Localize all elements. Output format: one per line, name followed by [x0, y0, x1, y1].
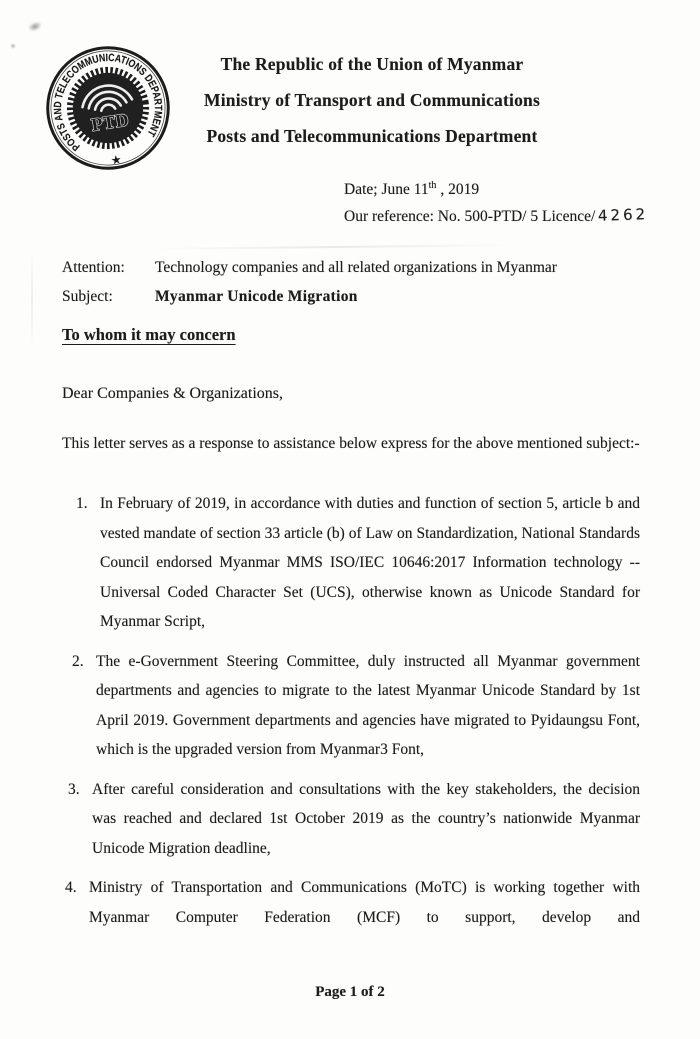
scan-streak [31, 252, 33, 347]
list-item-4 [65, 873, 640, 932]
reference-label: Our reference: No. 500-PTD/ 5 Licence/ [344, 208, 596, 225]
item-number: 3. [68, 780, 80, 798]
list-item-2 [72, 647, 640, 765]
page-footer: Page 1 of 2 [315, 984, 385, 1000]
date-reference-block [344, 176, 649, 230]
letterhead-line-ministry: Ministry of Transport and Communications [204, 90, 540, 110]
seal-ring-text: POSTS AND TELECOMMUNICATIONS DEPARTMENT [51, 51, 165, 154]
list-item-3 [68, 775, 640, 864]
seal-star-icon: ★ [110, 153, 123, 168]
date-text: Date; June 11 [344, 181, 429, 198]
seal-ptd-text: PTD [89, 109, 131, 135]
greeting-line: Dear Companies & Organizations, [62, 385, 283, 402]
letterhead [42, 46, 700, 154]
ink-smudge [10, 43, 16, 49]
date-ordinal-suffix: th [428, 179, 437, 191]
letterhead-line-country: The Republic of the Union of Myanmar [220, 54, 524, 74]
date-year: , 2019 [436, 181, 480, 198]
attention-value: Technology companies and all related organizations in Myanmar [155, 259, 557, 276]
ink-smudge [27, 20, 43, 34]
numbered-list [65, 489, 640, 942]
item-text: Ministry of Transportation and Communications (MoTC) is working together with Myanmar Computer Federation (MCF) to support, develop and [89, 879, 640, 926]
salutation: To whom it may concern [62, 325, 236, 344]
reference-number-handwritten: 4262 [597, 205, 649, 225]
item-text: The e-Government Steering Committee, duly instructed all Myanmar government departments and agencies to migrate to the latest Myanmar Unicode Standard by 1st April 2019. Government departments and agencies have migrated to Pyidaungsu Font, which is the upgraded version from Myanmar3 Font, [96, 652, 640, 758]
letterhead-line-department: Posts and Telecommunications Department [206, 126, 538, 146]
item-text: After careful consideration and consultations with the key stakeholders, the decision was reached and declared 1st October 2019 as the country’s nationwide Myanmar Unicode Migration deadline, [92, 780, 640, 857]
item-number: 2. [72, 652, 84, 670]
subject-label: Subject: [62, 288, 113, 305]
scan-streak [150, 244, 520, 250]
recipient-block [62, 257, 557, 308]
reference-line [344, 203, 649, 230]
attention-label: Attention: [62, 259, 125, 276]
list-item-1 [76, 489, 640, 637]
item-number: 4. [65, 879, 77, 896]
item-number: 1. [76, 495, 88, 512]
intro-paragraph: This letter serves as a response to assistance below express for the above mentioned subject:- [62, 435, 640, 452]
item-text: In February of 2019, in accordance with duties and function of section 5, article b and vested mandate of section 33 article (b) of Law on Standardization, National Standards Council endorsed Myanmar MMS ISO/IEC 10646:2017 Information technology -- Universal Coded Character Set (UCS), otherwise known as Unicode Standard for Myanmar Script, [100, 495, 640, 630]
date-line [344, 176, 649, 203]
subject-value: Myanmar Unicode Migration [155, 288, 358, 305]
